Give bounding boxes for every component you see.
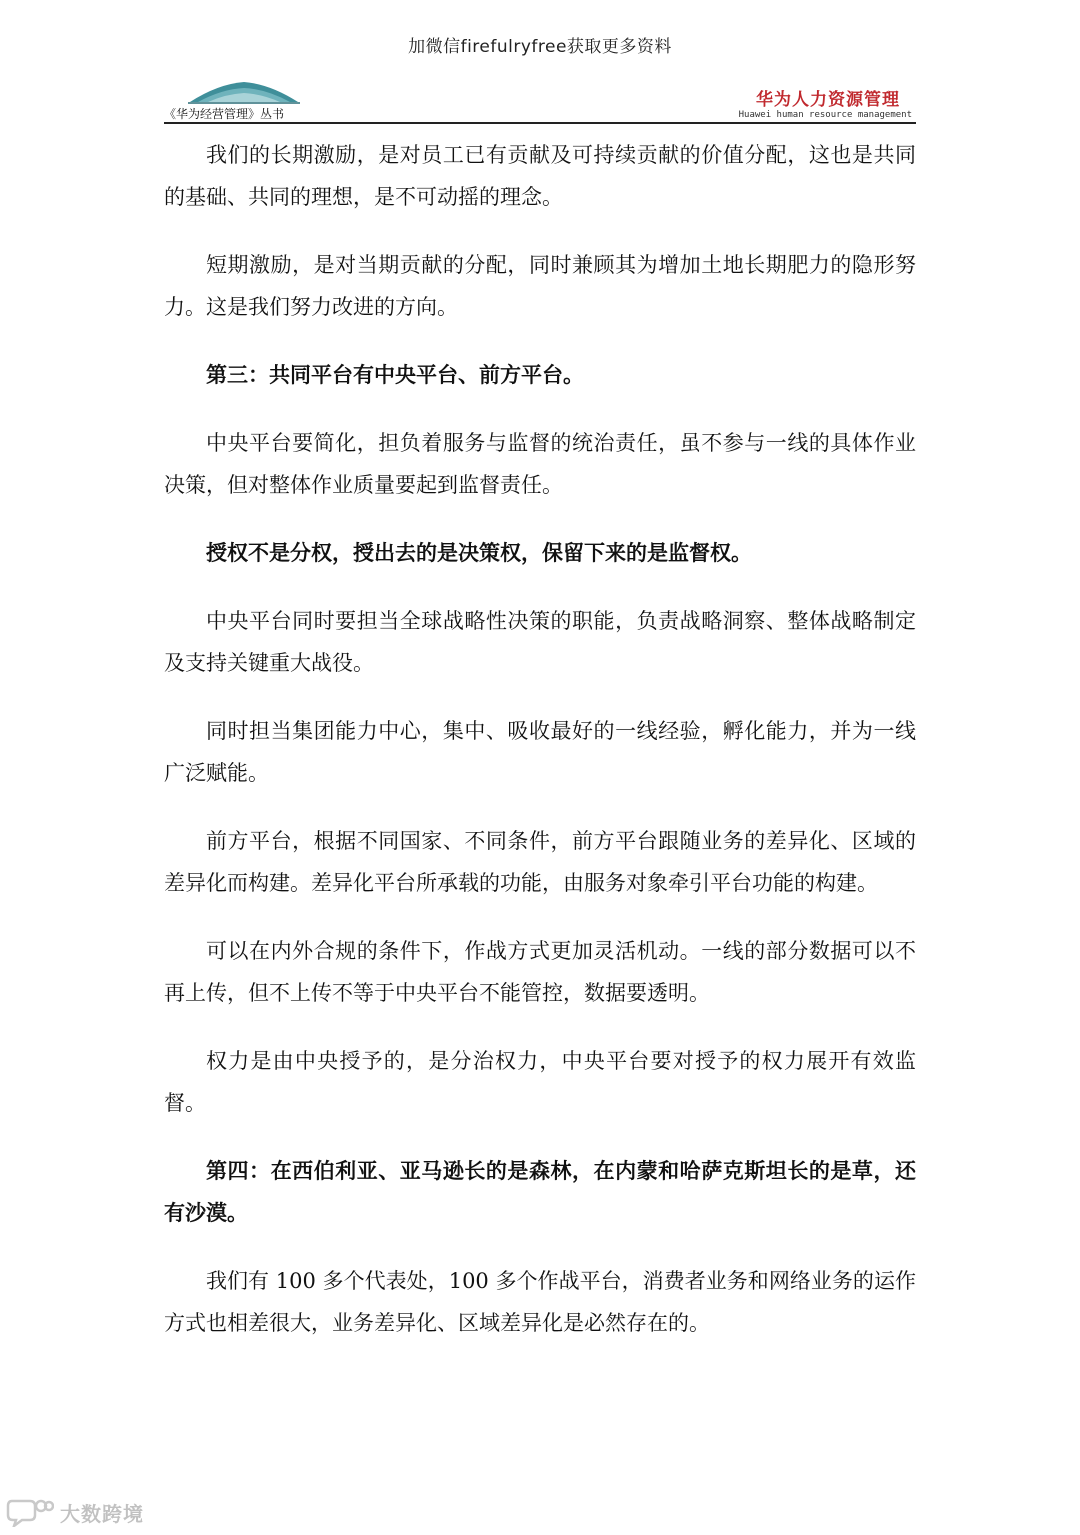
page-header: [164, 76, 916, 124]
series-label: 《华为经营管理》丛书: [164, 107, 285, 121]
paragraph: 我们的长期激励，是对员工已有贡献及可持续贡献的价值分配，这也是共同的基础、共同的理想，是不可动摇的理念。: [164, 143, 916, 209]
header-divider: [164, 122, 916, 124]
paragraph: 我们有 100 多个代表处，100 多个作战平台，消费者业务和网络业务的运作方式也相差很大，业务差异化、区域差异化是必然存在的。: [164, 1269, 916, 1335]
watermark: [6, 1495, 144, 1529]
section-heading: 第四：在西伯利亚、亚马逊长的是森林，在内蒙和哈萨克斯坦长的是草，还有沙漠。: [164, 1159, 916, 1225]
paragraph: 中央平台要简化，担负着服务与监督的统治责任，虽不参与一线的具体作业决策，但对整体作业质量要起到监督责任。: [164, 431, 916, 497]
paragraph: 中央平台同时要担当全球战略性决策的职能，负责战略洞察、整体战略制定及支持关键重大战役。: [164, 609, 916, 675]
paragraph: 同时担当集团能力中心，集中、吸收最好的一线经验，孵化能力，并为一线广泛赋能。: [164, 719, 916, 785]
paragraph: 前方平台，根据不同国家、不同条件，前方平台跟随业务的差异化、区域的差异化而构建。差异化平台所承载的功能，由服务对象牵引平台功能的构建。: [164, 829, 916, 895]
emphasis-statement: 授权不是分权，授出去的是决策权，保留下来的是监督权。: [206, 541, 752, 565]
section-heading: 第三：共同平台有中央平台、前方平台。: [206, 363, 584, 387]
paragraph: 可以在内外合规的条件下，作战方式更加灵活机动。一线的部分数据可以不再上传，但不上传不等于中央平台不能管控，数据要透明。: [164, 939, 916, 1005]
page-content: [164, 134, 916, 1370]
mountain-logo-icon: [188, 76, 300, 104]
top-note: 加微信fireful​ryfree获取更多资料: [408, 37, 672, 57]
brand-title: 华为人力资源管理: [756, 90, 900, 110]
brand-subtitle: Huawei human resource management: [738, 110, 912, 120]
paragraph: 权力是由中央授予的，是分治权力，中央平台要对授予的权力展开有效监督。: [164, 1049, 916, 1115]
paragraph: 短期激励，是对当期贡献的分配，同时兼顾其为增加土地长期肥力的隐形努力。这是我们努力改进的方向。: [164, 253, 916, 319]
watermark-text: 大数跨境: [60, 1501, 144, 1526]
speech-bubble-logo-icon: [6, 1497, 54, 1527]
